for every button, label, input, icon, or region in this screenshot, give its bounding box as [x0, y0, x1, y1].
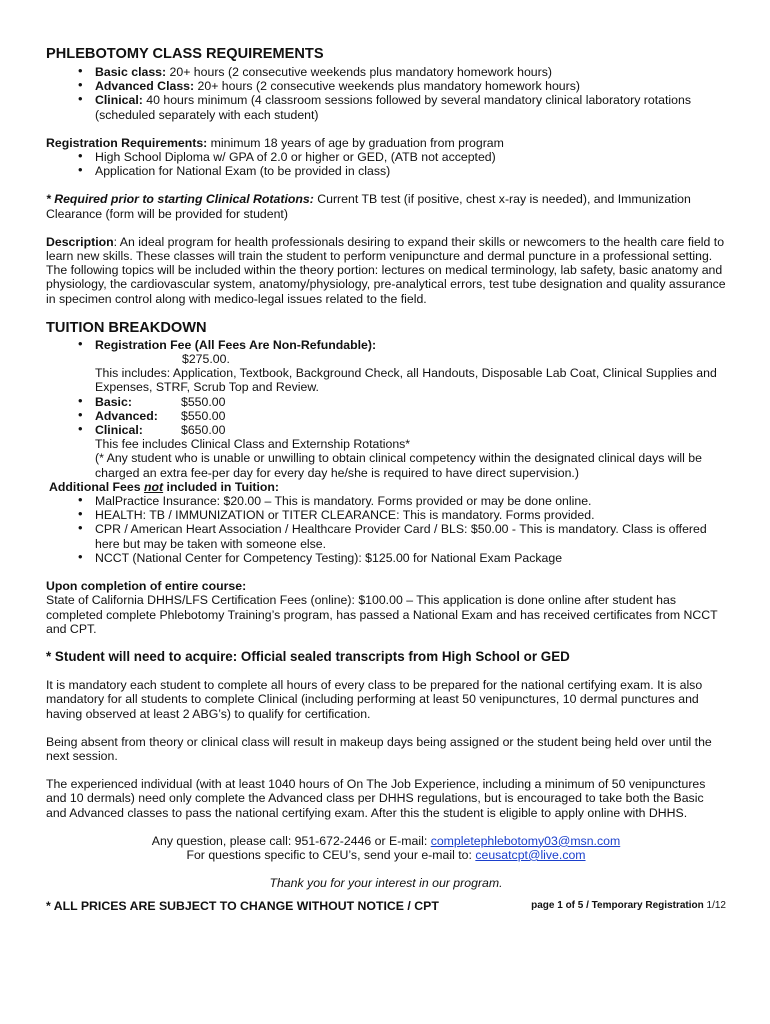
tuition-heading: TUITION BREAKDOWN — [46, 319, 207, 336]
list-item: • Advanced Class: 20+ hours (2 consecutive weekends plus mandatory homework hours) — [46, 79, 726, 93]
description-paragraph: Description: An ideal program for health professionals desiring to expand their skills or newcomers to the health care field to learn new skills. These classes will train the student to perform venipuncture and dermal puncture in a professional setting. The following topics will be included within the theory portion: lectures on medical terminology, lab safety, basic anatomy and physiology, the cardiovascular system, anatomy/physiology, pre-analytical errors, test tube designation and quality assurance in specimen control along with medico-legal issues related to the field. — [46, 234, 726, 306]
email-link-2[interactable]: ceusatcpt@live.com — [475, 847, 586, 862]
list-item: • Application for National Exam (to be provided in class) — [46, 164, 726, 178]
list-item: • Advanced: $550.00 — [46, 409, 726, 423]
contact-line-2: For questions specific to CEU’s, send your e-mail to: ceusatcpt@live.com — [186, 847, 586, 862]
mandatory-paragraph: It is mandatory each student to complete all hours of every class to be prepared for the national certifying exam. It is also mandatory for all students to complete Clinical (including performing at least 50 venipunctures, 10 dermal punctures and having observed at least 2 ABG’s) to qualify for certification. — [46, 678, 703, 721]
list-item: • HEALTH: TB / IMMUNIZATION or TITER CLEARANCE: This is mandatory. Forms provided. — [46, 508, 726, 522]
completion-text: State of California DHHS/LFS Certification Fees (online): $100.00 – This application is done online after student has completed complete Phlebotomy Training’s program, has passed a National Exam and has received certificates from NCCT and CPT. — [46, 593, 718, 636]
completion-heading: Upon completion of entire course: — [46, 579, 247, 594]
clinical-prerequisites: * Required prior to starting Clinical Rotations: Current TB test (if positive, chest x-ray is needed), and Immunization Clearance (form will be provided for student) — [46, 192, 691, 221]
tuition-list — [46, 338, 726, 480]
list-item: • Clinical: $650.00 This fee includes Clinical Class and Externship Rotations* (* Any student who is unable or unwilling to obtain clinical competency within the designated clinical days will be charged an extra fee-per day for every day he/she is required to have direct supervision.) — [46, 423, 726, 480]
registration-list — [46, 150, 726, 178]
absence-paragraph: Being absent from theory or clinical class will result in makeup days being assigned or the student being held over until the next session. — [46, 734, 712, 763]
page-number: page 1 of 5 / Temporary Registration 1/12 — [531, 900, 726, 912]
email-link-1[interactable]: completephlebotomy03@msn.com — [430, 833, 621, 848]
list-item: • Clinical: 40 hours minimum (4 classroom sessions followed by several mandatory clinical laboratory rotations (scheduled separately with each student) — [46, 93, 726, 121]
list-item: • CPR / American Heart Association / Healthcare Provider Card / BLS: $50.00 - This is mandatory. Class is offered here but may be taken with someone else. — [46, 522, 726, 550]
page-title: PHLEBOTOMY CLASS REQUIREMENTS — [46, 46, 324, 62]
class-list — [46, 65, 726, 122]
experience-paragraph: The experienced individual (with at least 1040 hours of On The Job Experience, including a minimum of 50 venipunctures and 10 dermals) need only complete the Advanced class per DHHS regulations, but is encouraged to take both the Basic and Advanced classes to pass the national certifying exam. After this the student is eligible to apply online with DHHS. — [46, 777, 706, 820]
list-item: • NCCT (National Center for Competency Testing): $125.00 for National Exam Package — [46, 551, 726, 565]
document-page — [46, 46, 726, 914]
list-item: • Basic: $550.00 — [46, 395, 726, 409]
list-item: • MalPractice Insurance: $20.00 – This is mandatory. Forms provided or may be done online. — [46, 494, 726, 508]
list-item: • Basic class: 20+ hours (2 consecutive weekends plus mandatory homework hours) — [46, 65, 726, 79]
page-footer — [46, 899, 726, 913]
transcripts-notice: * Student will need to acquire: Official sealed transcripts from High School or GED — [46, 648, 570, 664]
additional-fees-list — [46, 494, 726, 565]
price-notice: * ALL PRICES ARE SUBJECT TO CHANGE WITHOUT NOTICE / CPT — [46, 899, 439, 914]
additional-fees-heading: Additional Fees not included in Tuition: — [49, 479, 279, 494]
list-item: • Registration Fee (All Fees Are Non-Refundable): $275.00. This includes: Application, Textbook, Background Check, all Handouts, Disposable Lab Coat, Clinical Supplies and Expenses, STRF, Scrub Top and Review. — [46, 338, 726, 395]
thank-you-note: Thank you for your interest in our program. — [269, 876, 503, 891]
list-item: • High School Diploma w/ GPA of 2.0 or higher or GED, (ATB not accepted) — [46, 150, 726, 164]
registration-requirements: Registration Requirements: minimum 18 years of age by graduation from program — [46, 135, 504, 150]
contact-line-1: Any question, please call: 951-672-2446 or E-mail: completephlebotomy03@msn.com — [151, 833, 621, 848]
